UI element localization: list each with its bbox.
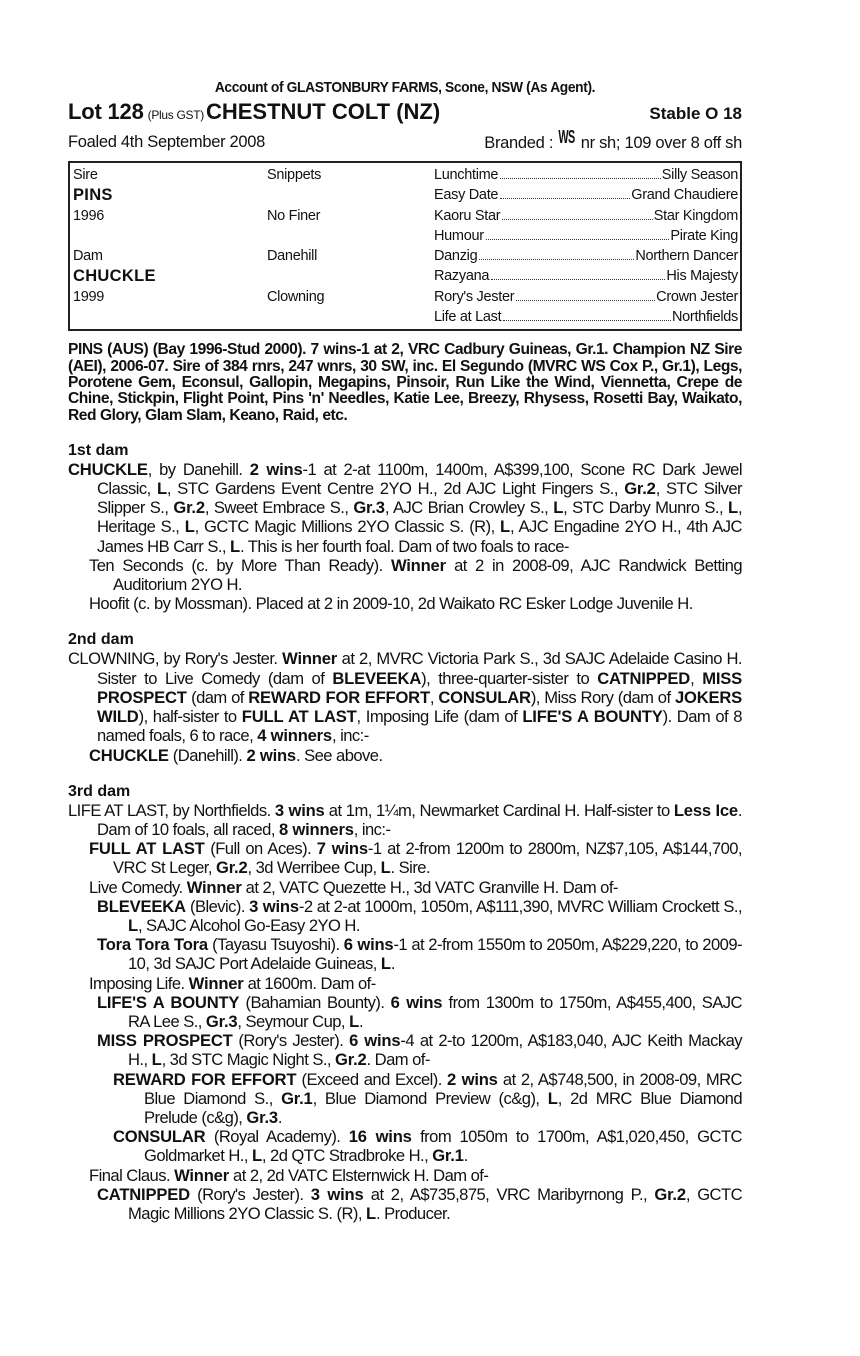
dam-heading: 1st dam [68, 441, 129, 459]
entry-bold-text: L [251, 1146, 262, 1166]
ancestor-sire: Silly Season [661, 167, 738, 183]
entry-bold-text: Winner [390, 555, 446, 575]
progeny-entry [68, 974, 742, 993]
entry-bold-text: Gr.2 [624, 479, 656, 499]
pedigree-ancestor-cell [434, 226, 738, 246]
pedigree-grandparent-cell [267, 226, 434, 246]
entry-text: (Danehill). [168, 745, 247, 765]
ancestor-name: Easy Date [434, 187, 499, 204]
entry-bold-text: 2 wins [447, 1069, 498, 1089]
brand-mark: WS [558, 127, 576, 147]
entry-text: ). Dam of 8 named foals, 6 to race, [97, 707, 742, 746]
ancestor-sire: Northfields [671, 309, 738, 326]
entry-text: at 1600m. Dam of- [243, 973, 376, 993]
pedigree-ancestor-cell [434, 206, 738, 226]
entry-bold-text: Gr.2 [173, 498, 205, 518]
ancestor-name: Razyana [434, 268, 490, 285]
dotted-leader [479, 259, 634, 260]
entry-bold-text: 3 wins [310, 1184, 364, 1204]
entry-bold-text: L [349, 1011, 359, 1031]
entry-text: ), half-sister to [138, 707, 242, 727]
entry-bold-text: CATNIPPED [597, 668, 691, 688]
catalogue-page [68, 78, 742, 1223]
pedigree-row [73, 246, 738, 266]
stable-number: Stable O 18 [649, 104, 742, 123]
entry-text: (Royal Academy). [205, 1127, 349, 1147]
entry-bold-text: FULL AT LAST [241, 707, 357, 727]
entry-bold-text: Winner [188, 973, 244, 993]
ancestor-sire: Star Kingdom [653, 207, 738, 224]
entry-text: , GCTC Magic Millions 2YO Classic S. (R), [128, 1184, 743, 1223]
dotted-leader [500, 198, 630, 199]
entry-text: (Tayasu Tsuyoshi). [207, 935, 344, 955]
progeny-entry [68, 878, 742, 897]
entry-bold-text: 6 wins [343, 935, 394, 955]
dotted-leader [491, 279, 665, 280]
entry-bold-text: Gr.2 [215, 858, 248, 878]
entry-bold-text: L [128, 915, 138, 935]
entry-bold-text: Winner [174, 1165, 229, 1185]
entry-text: at 2, A$748,500, in 2008-09, MRC Blue Diamond S., [144, 1069, 742, 1108]
lot-header [68, 99, 742, 125]
entry-bold-text: REWARD FOR EFFORT [113, 1069, 297, 1089]
pedigree-row [73, 266, 738, 286]
entry-bold-text: 6 wins [349, 1031, 401, 1051]
progeny-entry [68, 746, 742, 765]
entry-text: (Blevic). [185, 896, 250, 916]
entry-bold-text: CHUCKLE [68, 459, 148, 479]
pedigree-parent-cell [73, 307, 267, 327]
entry-bold-text: 4 winners [257, 726, 332, 746]
pedigree-ancestor-cell [434, 246, 738, 266]
lot-title: CHESTNUT COLT (NZ) [205, 99, 441, 124]
entry-text: -1 at 2-from 1550m to 2050m, A$229,220, to 2009-10, 3d SAJC Port Adelaide Guineas, [128, 935, 742, 974]
entry-bold-text: L [728, 498, 738, 518]
entry-bold-text: 3 wins [274, 800, 325, 820]
pedigree-grandparent-cell: No Finer [267, 207, 321, 224]
pedigree-row [73, 165, 738, 185]
entry-bold-text: L [380, 858, 391, 878]
entry-text: , AJC Brian Crowley S., [384, 498, 554, 518]
entry-bold-text: MISS PROSPECT [97, 668, 742, 707]
progeny-entry [68, 897, 742, 935]
entry-text: at 2, VATC Quezette H., 3d VATC Granville H. Dam of- [241, 877, 618, 897]
entry-bold-text: Gr.1 [432, 1146, 464, 1166]
progeny-entry [68, 1185, 742, 1223]
entry-text: -1 at 2-at 1100m, 1400m, A$399,100, Scone RC Dark Jewel Classic, [97, 459, 742, 499]
entry-text: (Rory's Jester). [232, 1031, 350, 1051]
pedigree-parent-cell [73, 226, 267, 246]
entry-text: , 3d Werribee Cup, [247, 858, 381, 878]
entry-bold-text: BLEVEEKA [332, 668, 422, 688]
entry-bold-text: L [500, 517, 510, 537]
entry-text: , STC Darby Munro S., [563, 498, 729, 518]
entry-text: , GCTC Magic Millions 2YO Classic S. (R), [194, 517, 501, 537]
progeny-entry [68, 1031, 742, 1069]
entry-text: . [390, 954, 395, 974]
progeny-entry [68, 993, 742, 1031]
entry-text: (Full on Aces). [204, 839, 317, 859]
entry-text: at 2 in 2008-09, AJC Randwick Betting Auditorium 2YO H. [113, 555, 742, 595]
ancestor-name: Humour [434, 227, 484, 244]
foaled-date: Foaled 4th September 2008 [68, 133, 266, 151]
entry-text: from 1050m to 1700m, A$1,020,450, GCTC Goldmarket H., [144, 1127, 742, 1166]
pedigree-row [73, 226, 738, 246]
dam-section [68, 783, 742, 1223]
progeny-entry [68, 556, 742, 594]
entry-bold-text: Tora Tora Tora [97, 935, 208, 955]
entry-bold-text: L [184, 517, 195, 537]
entry-text: -4 at 2-to 1200m, A$183,040, AJC Keith Mackay H., [128, 1031, 742, 1070]
entry-text: , [690, 668, 703, 688]
entry-text: . [359, 1011, 364, 1031]
entry-bold-text: Gr.2 [654, 1184, 686, 1204]
entry-text: , Sweet Embrace S., [204, 498, 354, 518]
entry-text: (Bahamian Bounty). [239, 992, 391, 1012]
entry-bold-text: 7 wins [316, 839, 368, 859]
pedigree-parent-cell: 1996 [73, 207, 105, 224]
dam-heading: 2nd dam [68, 631, 134, 649]
entry-bold-text: Winner [282, 649, 338, 669]
entry-text: Imposing Life. [89, 973, 189, 993]
pedigree-parent-cell [73, 185, 267, 205]
entry-bold-text: 2 wins [246, 745, 296, 765]
branded-details: nr sh; 109 over 8 off sh [580, 134, 742, 152]
entry-bold-text: Gr.3 [246, 1107, 278, 1127]
entry-text: -2 at 2-at 1000m, 1050m, A$111,390, MVRC William Crockett S., [298, 896, 742, 916]
entry-text: , inc:- [353, 819, 391, 839]
entry-text: . [277, 1107, 282, 1127]
entry-bold-text: Gr.1 [281, 1088, 313, 1108]
entry-bold-text: Gr.2 [335, 1050, 367, 1070]
entry-bold-text: L [151, 1050, 162, 1070]
entry-bold-text: 8 winners [278, 819, 354, 839]
ancestor-name: Kaoru Star [434, 207, 501, 224]
entry-text: , STC Gardens Event Centre 2YO H., 2d AJC Light Fingers S., [166, 479, 625, 499]
entry-bold-text: REWARD FOR EFFORT [248, 687, 430, 707]
entry-bold-text: L [380, 954, 391, 974]
progeny-entry [68, 1166, 742, 1185]
dam-section [68, 631, 742, 764]
entry-text: , inc:- [331, 726, 369, 746]
progeny-entry [68, 801, 742, 839]
entry-text: ), three-quarter-sister to [421, 668, 598, 688]
dotted-leader [502, 219, 652, 220]
entry-bold-text: Winner [186, 877, 242, 897]
entry-bold-text: LIFE'S A BOUNTY [522, 707, 663, 727]
pedigree-row [73, 185, 738, 205]
lot-number: Lot 128 [68, 99, 144, 124]
entry-text: , AJC Engadine 2YO H., 4th AJC James HB Carr S., [97, 517, 742, 556]
entry-bold-text: Gr.3 [353, 498, 385, 518]
entry-text: , 2d MRC Blue Diamond Prelude (c&g), [144, 1088, 742, 1127]
entry-text: , 3d STC Magic Night S., [161, 1050, 336, 1070]
progeny-entry [68, 839, 742, 877]
entry-text: . This is her fourth foal. Dam of two foals to race- [239, 536, 569, 556]
entry-text: from 1300m to 1750m, A$455,400, SAJC RA Lee S., [128, 992, 742, 1031]
entry-bold-text: BLEVEEKA [97, 896, 186, 916]
branded-info [484, 127, 742, 153]
entry-text: . See above. [295, 745, 383, 765]
pedigree-parent-cell: Dam [73, 248, 103, 265]
branded-label: Branded : [484, 134, 554, 152]
entry-text: Ten Seconds (c. by More Than Ready). [89, 555, 391, 575]
entry-bold-text: CONSULAR [438, 687, 531, 707]
pedigree-table [68, 161, 742, 331]
entry-bold-text: Gr.3 [205, 1011, 238, 1031]
entry-text: , Imposing Life (dam of [356, 707, 523, 727]
entry-bold-text: MISS PROSPECT [97, 1031, 233, 1051]
ancestor-name: Danzig [434, 248, 478, 265]
entry-bold-text: 2 wins [249, 459, 303, 479]
entry-text: , Blue Diamond Preview (c&g), [312, 1088, 548, 1108]
entry-text: . Sire. [390, 858, 431, 878]
progeny-entry [68, 935, 742, 973]
pedigree-grandparent-cell: Danehill [267, 248, 317, 265]
entry-bold-text: JOKERS WILD [97, 687, 742, 727]
ancestor-sire: Northern Dancer [635, 248, 738, 265]
dotted-leader [500, 178, 661, 179]
entry-text: at 2, 2d VATC Elsternwick H. Dam of- [228, 1165, 489, 1185]
entry-text: . [463, 1146, 468, 1166]
progeny-entry [68, 1070, 742, 1128]
entry-bold-text: CATNIPPED [97, 1184, 190, 1204]
dotted-leader [516, 300, 655, 301]
entry-text: Hoofit (c. by Mossman). Placed at 2 in 2009-10, 2d Waikato RC Esker Lodge Juvenile H. [89, 594, 693, 614]
entry-text: ), Miss Rory (dam of [530, 687, 675, 707]
dam-section [68, 442, 742, 614]
entry-text: (Rory's Jester). [189, 1184, 311, 1204]
entry-bold-text: CONSULAR [113, 1127, 206, 1147]
parent-name: CHUCKLE [73, 267, 156, 286]
entry-text: . Dam of 10 foals, all raced, [97, 800, 742, 839]
pedigree-grandparent-cell [267, 266, 434, 286]
entry-text: . Dam of- [366, 1050, 430, 1070]
pedigree-parent-cell: Sire [73, 167, 98, 183]
parent-name: PINS [73, 186, 113, 205]
entry-text: at 2, A$735,875, VRC Maribyrnong P., [363, 1184, 655, 1204]
progeny-entry [68, 1127, 742, 1165]
entry-text: , SAJC Alcohol Go-Easy 2YO H. [137, 915, 360, 935]
foaled-line [68, 127, 742, 153]
entry-text: , Seymour Cup, [237, 1011, 350, 1031]
pedigree-row [73, 287, 738, 307]
entry-text: LIFE AT LAST, by Northfields. [68, 800, 275, 820]
ancestor-name: Lunchtime [434, 167, 499, 183]
entry-bold-text: 3 wins [249, 896, 299, 916]
pedigree-ancestor-cell [434, 307, 738, 327]
entry-text: at 1m, 1¼m, Newmarket Cardinal H. Half-sister to [324, 800, 674, 820]
entry-bold-text: 6 wins [390, 992, 443, 1012]
entry-bold-text: L [553, 498, 564, 518]
ancestor-sire: His Majesty [666, 268, 738, 285]
ancestor-sire: Grand Chaudiere [631, 187, 738, 204]
gst-note: (Plus GST) [147, 108, 204, 122]
sire-summary: PINS (AUS) (Bay 1996-Stud 2000). 7 wins-1 at 2, VRC Cadbury Guineas, Gr.1. Champion NZ Sire (AEI), 2006-07. Sire of 384 rnrs, 247 wnrs, 30 SW, inc. El Segundo (MVRC WS Cox P., Gr.1), Legs, Porotene Gem, Econsul, Gallopin, Megapins, Pinsoir, Run Like the Wind, Viennetta, Crepe de Chine, Stickpin, Flight Point, Pins 'n' Needles, Katie Lee, Breezy, Rhysess, Rosetti Bay, Waikato, Red Glory, Glam Slam, Keano, Raid, etc. [68, 341, 742, 424]
entry-bold-text: FULL AT LAST [89, 839, 205, 859]
vendor-account: Account of GLASTONBURY FARMS, Scone, NSW (As Agent). [214, 79, 596, 96]
ancestor-name: Rory's Jester [434, 288, 515, 305]
ancestor-sire: Crown Jester [656, 288, 738, 305]
pedigree-grandparent-cell [267, 185, 434, 205]
entry-text: , by Danehill. [147, 459, 250, 479]
ancestor-sire: Pirate King [670, 227, 738, 244]
entry-text: , 2d QTC Stradbroke H., [261, 1146, 433, 1166]
dotted-leader [503, 320, 671, 321]
entry-text: , [429, 687, 439, 707]
entry-text: (dam of [186, 687, 249, 707]
progeny-entry [68, 594, 742, 613]
pedigree-ancestor-cell [434, 165, 738, 185]
entry-text: Live Comedy. [89, 877, 187, 897]
entry-text: . Producer. [375, 1203, 451, 1223]
pedigree-ancestor-cell [434, 185, 738, 205]
pedigree-ancestor-cell [434, 266, 738, 286]
entry-bold-text: 16 wins [348, 1127, 412, 1147]
pedigree-row [73, 206, 738, 226]
entry-bold-text: Less Ice [673, 800, 738, 820]
entry-text: at 2, MVRC Victoria Park S., 3d SAJC Adelaide Casino H. Sister to Live Comedy (dam of [97, 649, 742, 688]
pedigree-row [73, 307, 738, 327]
entry-bold-text: L [366, 1203, 376, 1223]
dam-sections [68, 442, 742, 1223]
pedigree-grandparent-cell [267, 307, 434, 327]
entry-bold-text: CHUCKLE [89, 745, 169, 765]
progeny-entry [68, 649, 742, 745]
entry-text: CLOWNING, by Rory's Jester. [68, 649, 283, 669]
pedigree-parent-cell [73, 266, 267, 286]
dotted-leader [486, 239, 670, 240]
pedigree-grandparent-cell: Snippets [267, 167, 322, 183]
pedigree-ancestor-cell [434, 287, 738, 307]
entry-text: , Heritage S., [97, 498, 743, 537]
progeny-entry [68, 460, 742, 556]
entry-text: Final Claus. [89, 1165, 175, 1185]
entry-bold-text: L [230, 536, 240, 556]
entry-bold-text: L [547, 1088, 558, 1108]
entry-text: (Exceed and Excel). [296, 1069, 448, 1089]
entry-text: , STC Silver Slipper S., [97, 479, 742, 518]
dam-heading: 3rd dam [68, 782, 131, 800]
pedigree-parent-cell: 1999 [73, 288, 105, 305]
ancestor-name: Life at Last [434, 309, 502, 326]
pedigree-grandparent-cell: Clowning [267, 288, 325, 305]
entry-text: -1 at 2-from 1200m to 2800m, NZ$7,105, A$144,700, VRC St Leger, [113, 839, 742, 878]
entry-bold-text: LIFE'S A BOUNTY [97, 992, 240, 1012]
entry-bold-text: L [156, 479, 167, 499]
